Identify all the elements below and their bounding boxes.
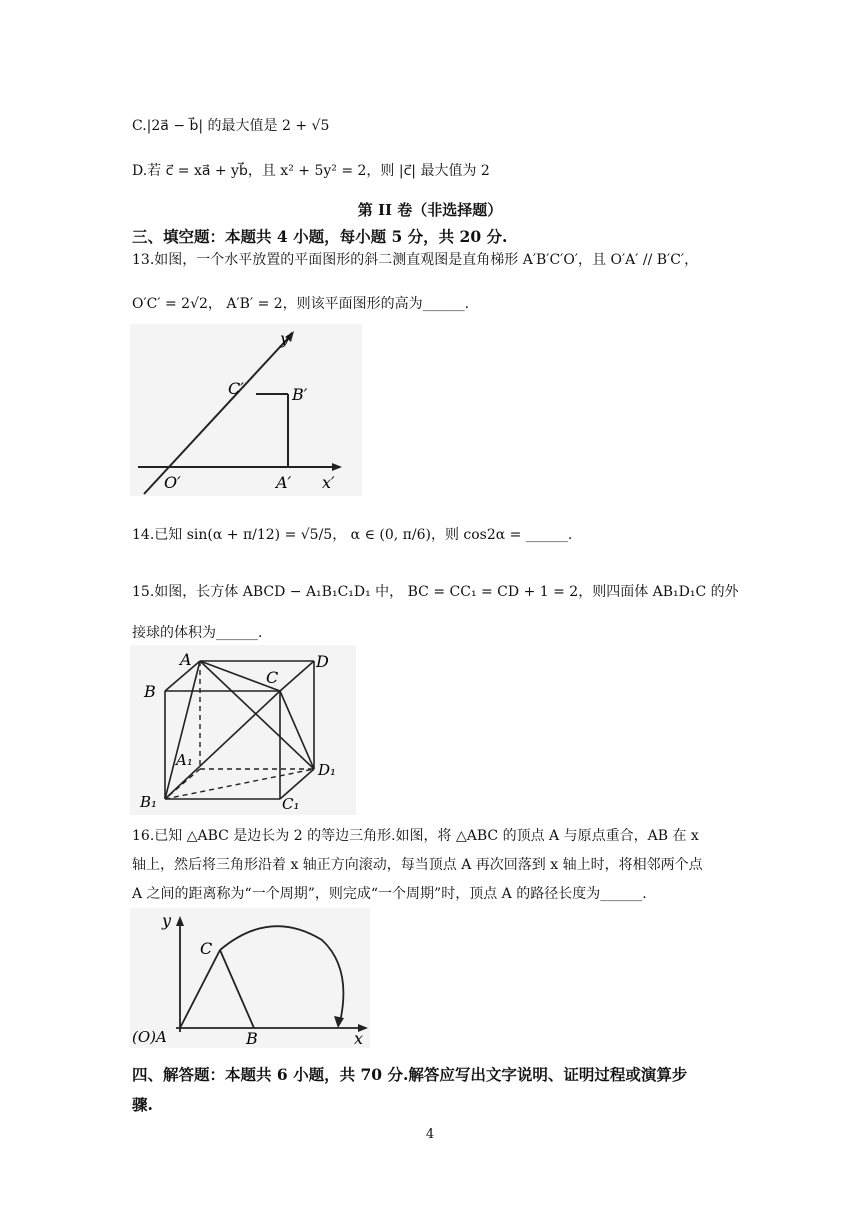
option-c: C.|2a⃗ − b⃗| 的最大值是 2 + √5 <box>132 118 330 134</box>
q13-label-y: y′ <box>280 329 293 348</box>
q16-label-x: x <box>354 1029 364 1048</box>
q15-label-d1: D₁ <box>318 761 337 779</box>
q13-label-c: C′ <box>228 379 244 398</box>
q15-label-d: D <box>316 652 329 671</box>
q15-label-a: A <box>180 650 192 669</box>
q16-text-line2: 轴上，然后将三角形沿着 x 轴正方向滚动，每当顶点 A 再次回落到 x 轴上时，将相邻两个点 <box>132 857 703 873</box>
q16-label-y: y <box>162 911 172 930</box>
q15-label-b: B <box>144 682 156 701</box>
q13-text-line2: O′C′ = 2√2， A′B′ = 2，则该平面图形的高为______. <box>132 296 470 312</box>
q16-label-origin: (O)A <box>132 1028 167 1046</box>
q14-text: 14.已知 sin(α + π/12) = √5/5， α ∈ (0, π/6)，则 cos2α = ______. <box>132 527 573 543</box>
q15-label-c1: C₁ <box>282 795 300 813</box>
part2-title: 第 II 卷（非选择题） <box>357 201 503 219</box>
q13-figure <box>130 324 362 496</box>
q15-text-line1: 15.如图，长方体 ABCD − A₁B₁C₁D₁ 中， BC = CC₁ = CD + 1 = 2，则四面体 AB₁D₁C 的外 <box>132 584 739 600</box>
q16-label-b: B <box>246 1029 258 1048</box>
page-number: 4 <box>425 1127 435 1142</box>
q13-label-o: O′ <box>164 473 181 492</box>
q16-label-c: C <box>200 939 213 958</box>
q15-label-c: C <box>266 668 279 687</box>
q13-label-x: x′ <box>322 473 335 492</box>
q13-label-b: B′ <box>292 385 308 404</box>
q13-label-a: A′ <box>276 473 292 492</box>
q16-figure <box>130 908 370 1048</box>
section3-title: 三、填空题：本题共 4 小题，每小题 5 分，共 20 分. <box>132 227 508 246</box>
option-d: D.若 c⃗ = xa⃗ + yb⃗，且 x² + 5y² = 2，则 |c⃗| 最大值为 2 <box>132 163 490 179</box>
q16-text-line3: A 之间的距离称为“一个周期”，则完成“一个周期”时，顶点 A 的路径长度为______. <box>132 886 647 902</box>
q15-text-line2: 接球的体积为______. <box>132 625 263 641</box>
q15-label-a1: A₁ <box>176 751 193 769</box>
q16-text-line1: 16.已知 △ABC 是边长为 2 的等边三角形.如图，将 △ABC 的顶点 A 与原点重合，AB 在 x <box>132 828 699 844</box>
section4-title-line1: 四、解答题：本题共 6 小题，共 70 分.解答应写出文字说明、证明过程或演算步 <box>132 1065 688 1084</box>
q13-text-line1: 13.如图，一个水平放置的平面图形的斜二测直观图是直角梯形 A′B′C′O′，且 O′A′ // B′C′， <box>132 252 699 268</box>
q15-figure <box>130 645 356 815</box>
q15-label-b1: B₁ <box>140 793 158 811</box>
section4-title-line2: 骤. <box>132 1095 153 1114</box>
